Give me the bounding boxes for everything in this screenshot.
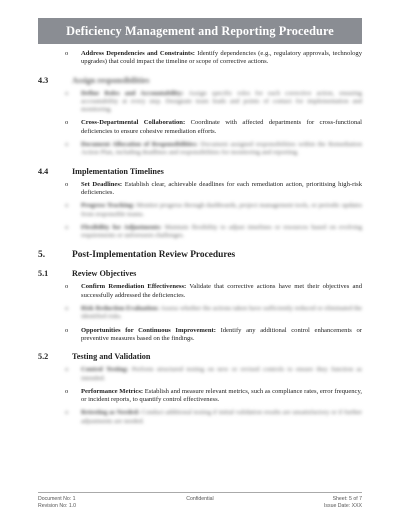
bullet-term: Performance Metrics: [81,387,144,395]
bullet-text: Identify any additional control enhancements or preventive measures based on the findings. [81,326,362,342]
bullet-term: Address Dependencies and Constraints: [81,50,195,57]
bullet-text: Maintain flexibility to adjust timelines or resources based on evolving requirements or unforeseen challenges. [81,223,362,240]
bullet-text: Establish clear, achievable deadlines for each remediation action, prioritising high-risk deficiencies. [81,180,362,196]
section-title: Assign responsibilities [72,75,150,85]
bullet-list [38,366,362,426]
list-item [38,50,362,67]
bullet-term: Document Allocation of Responsibilities: [81,141,198,149]
bullet-marker-icon: o [65,89,69,97]
bullet-marker-icon: o [65,141,69,149]
bullet-term: Opportunities for Continuous Improvement: [81,326,216,334]
page-footer [38,492,362,510]
footer-center [186,496,213,510]
list-item [38,305,362,322]
list-item [38,119,362,136]
bullet-text: Document assigned responsibilities within the Remediation Action Plan, including deadlines and responsibilities for monitoring and reporting. [81,141,362,157]
bullet-term: Risk Reduction Evaluation: [81,305,160,313]
confidential-label: Confidential [186,496,214,502]
list-item [38,224,362,241]
bullet-term: Confirm Remediation Effectiveness: [81,283,187,291]
section-number: 4.4 [38,166,49,176]
list-item [38,202,362,219]
bullet-text: Coordinate with affected departments for cross-functional deficiencies to ensure cohesive remediation efforts. [81,119,362,135]
sheet-number: Sheet: 5 of 7 [332,496,362,502]
sections-part-2 [38,269,362,426]
list-item [38,90,362,115]
bullet-term: Flexibility for Adjustments: [81,223,162,231]
document-title: Deficiency Management and Reporting Procedure [66,23,334,38]
bullet-text: Identify dependencies (e.g., regulatory approvals, technology upgrades) that could impact the timeline or scope of corrective actions. [81,50,362,66]
bullet-marker-icon: o [65,326,69,334]
section-number: 5. [38,250,46,261]
bullet-marker-icon: o [65,409,69,417]
section-heading [38,352,362,361]
header-bar [38,18,362,44]
section-title: Review Objectives [72,269,137,279]
bullet-list [38,90,362,158]
section-number: 4.3 [38,75,49,85]
section-title: Post-Implementation Review Procedures [72,250,236,261]
bullet-text: Establish and measure relevant metrics, such as compliance rates, error frequency, or incident reports, to quantify control effectiveness. [81,387,362,404]
bullet-term: Set Deadlines: [81,180,123,188]
bullet-marker-icon: o [65,223,69,231]
list-item [38,283,362,300]
bullet-marker-icon: o [65,387,69,395]
list-item [38,366,362,383]
bullet-marker-icon: o [65,366,69,374]
bullet-text: Monitor progress through dashboards, project management tools, or periodic updates from responsible teams. [81,202,363,218]
issue-date: Issue Date: XXX [323,502,362,509]
section-title: Testing and Validation [72,352,151,362]
bullet-text: Conduct additional testing if initial validation results are unsatisfactory or if further adjustments are needed. [81,409,362,425]
section-heading [38,76,362,85]
section-title: Implementation Timelines [72,166,164,176]
bullet-marker-icon: o [65,119,69,127]
document-body [38,50,362,431]
bullet-marker-icon: o [65,50,69,57]
bullet-marker-icon: o [65,202,69,210]
footer-left [38,496,76,510]
list-item [38,181,362,198]
section-heading [38,167,362,176]
list-item [38,141,362,158]
section-heading [38,269,362,278]
revision-number: Revision No: 1.0 [38,502,77,509]
bullet-term: Cross-Departmental Collaboration: [81,119,186,127]
bullet-text: Validate that corrective actions have met their objectives and successfully addressed the deficiencies. [81,283,363,299]
list-item [38,409,362,426]
bullet-term: Retesting as Needed: [81,409,140,417]
bullet-text: Assess whether the actions taken have sufficiently reduced or eliminated the identified risks. [81,305,362,321]
section-number: 5.2 [38,352,49,362]
sections-part-1 [38,76,362,241]
intro-bullet-list [38,50,362,67]
list-item [38,327,362,344]
bullet-term: Define Roles and Accountability: [81,89,184,97]
bullet-list [38,283,362,343]
bullet-list [38,181,362,241]
bullet-term: Progress Tracking: [81,202,135,210]
list-item [38,388,362,405]
bullet-text: Perform structured testing on new or revised controls to ensure they function as intended. [81,366,362,382]
section-number: 5.1 [38,269,49,279]
bullet-text: Assign specific roles for each corrective action, ensuring accountability at every step. Designate team leads and points of contact for implementation and monitoring. [81,89,362,114]
bullet-marker-icon: o [65,283,69,291]
bullet-term: Control Testing: [81,366,129,374]
bullet-marker-icon: o [65,180,69,188]
footer-right [324,496,362,510]
bullet-marker-icon: o [65,305,69,313]
document-number: Document No: 1 [38,496,76,502]
major-section-heading [38,250,362,260]
